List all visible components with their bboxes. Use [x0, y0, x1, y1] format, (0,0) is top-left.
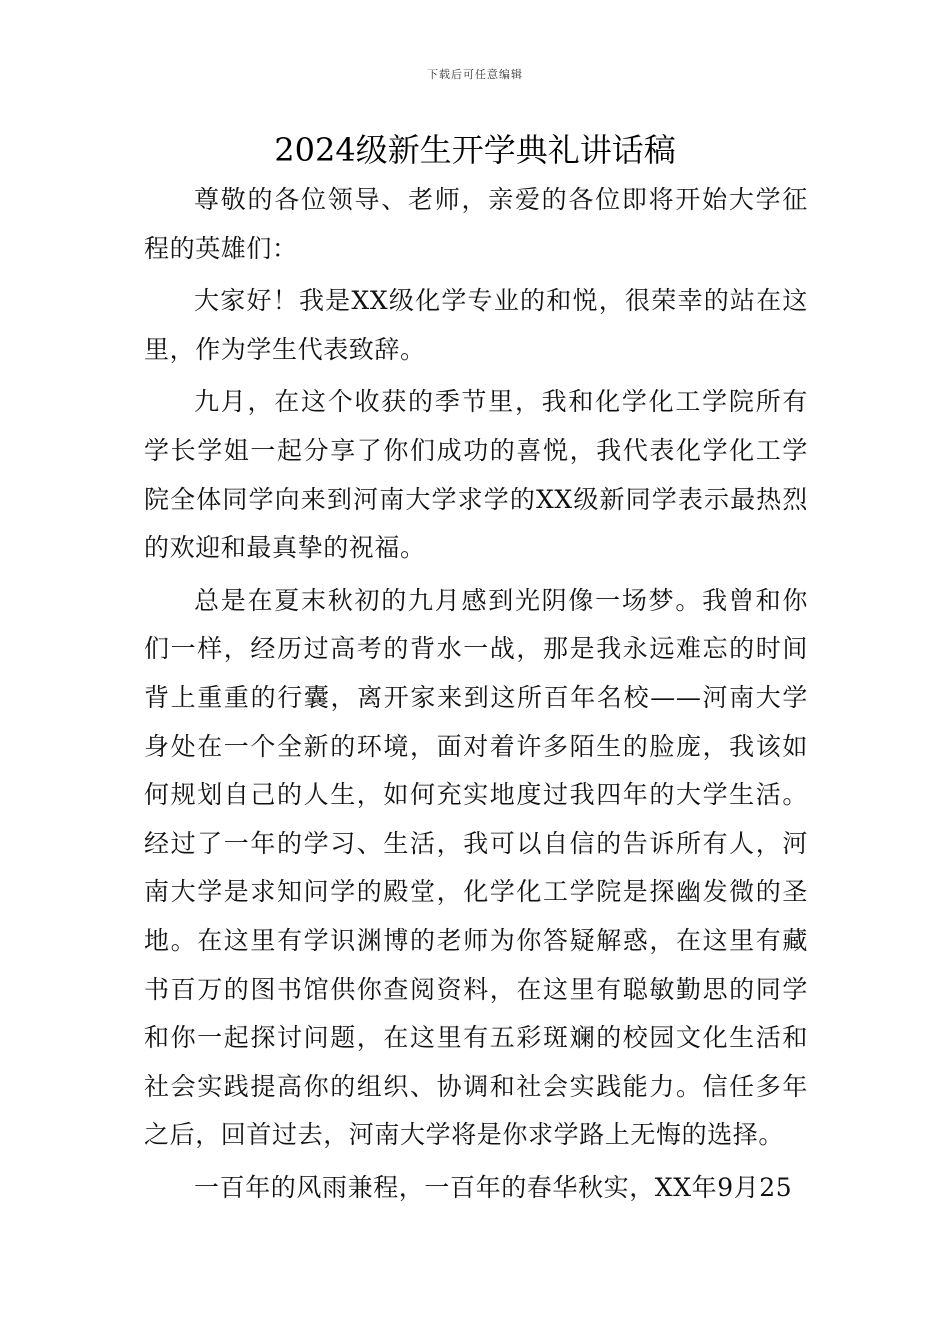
paragraph-experience: 总是在夏末秋初的九月感到光阴像一场梦。我曾和你们一样，经历过高考的背水一战，那是我永远难忘的时间背上重重的行囊，离开家来到这所百年名校——河南大学身处在一个全新的环境，面对着许多陌生的脸庞，我该如何规划自己的人生，如何充实地度过我四年的大学生活。经过了一年的学习、生活，我可以自信的告诉所有人，河南大学是求知问学的殿堂，化学化工学院是探幽发微的圣地。在这里有学识渊博的老师为你答疑解惑，在这里有藏书百万的图书馆供你查阅资料，在这里有聪敏勤思的同学和你一起探讨问题，在这里有五彩斑斓的校园文化生活和社会实践提高你的组织、协调和社会实践能力。信任多年之后，回首过去，河南大学将是你求学路上无悔的选择。: [144, 585, 808, 1150]
document-title: 2024级新生开学典礼讲话稿: [274, 131, 676, 169]
paragraph-welcome: 九月，在这个收获的季节里，我和化学化工学院所有学长学姐一起分享了你们成功的喜悦，我代表化学化工学院全体同学向来到河南大学求学的XX级新同学表示最热烈的欢迎和最真挚的祝福。: [144, 387, 808, 563]
paragraph-greeting: 尊敬的各位领导、老师，亲爱的各位即将开始大学征程的英雄们：: [144, 185, 808, 263]
paragraph-introduction: 大家好！我是XX级化学专业的和悦，很荣幸的站在这里，作为学生代表致辞。: [144, 286, 808, 364]
document-body: [144, 176, 808, 1212]
paragraph-history: 一百年的风雨兼程，一百年的春华秋实，XX年9月25: [194, 1172, 793, 1202]
page-header-note: 下载后可任意编辑: [427, 68, 523, 81]
